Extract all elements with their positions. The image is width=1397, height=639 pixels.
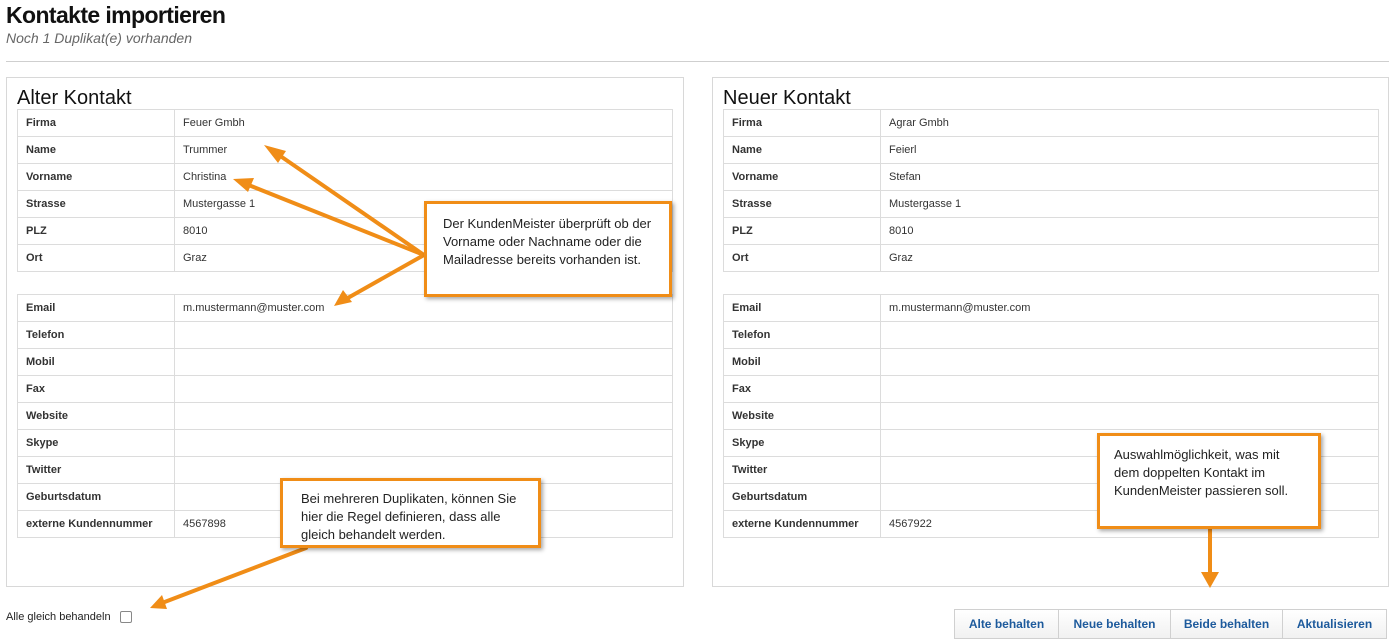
table-row	[724, 403, 1379, 430]
table-row	[18, 295, 673, 322]
page-subtitle: Noch 1 Duplikat(e) vorhanden	[6, 30, 192, 46]
callout-duplicate-check: Der KundenMeister überprüft ob der Vorname oder Nachname oder die Mailadresse bereits vorhanden ist.	[424, 201, 672, 297]
keep-new-button[interactable]: Neue behalten	[1058, 609, 1171, 639]
field-label: externe Kundennummer	[724, 511, 881, 538]
field-value: 8010	[175, 218, 673, 245]
new-contact-title: Neuer Kontakt	[723, 87, 851, 109]
table-row	[18, 137, 673, 164]
field-label: Twitter	[18, 457, 175, 484]
field-label: Skype	[724, 430, 881, 457]
field-label: Twitter	[724, 457, 881, 484]
field-label: Vorname	[18, 164, 175, 191]
field-value	[175, 403, 673, 430]
callout-actions: Auswahlmöglichkeit, was mit dem doppelten Kontakt im KundenMeister passieren soll.	[1097, 433, 1321, 529]
field-label: Firma	[18, 110, 175, 137]
all-same-option[interactable]	[6, 611, 132, 623]
field-label: Strasse	[18, 191, 175, 218]
table-row	[18, 322, 673, 349]
table-row	[724, 322, 1379, 349]
field-value: m.mustermann@muster.com	[881, 295, 1379, 322]
field-label: Telefon	[18, 322, 175, 349]
all-same-label: Alle gleich behandeln	[6, 611, 111, 623]
new-contact-address-table	[723, 109, 1379, 272]
table-row	[18, 376, 673, 403]
field-label: Vorname	[724, 164, 881, 191]
field-value: 4567922	[881, 511, 1379, 538]
field-value	[175, 430, 673, 457]
all-same-checkbox[interactable]	[120, 611, 132, 623]
table-row	[724, 137, 1379, 164]
table-row	[724, 218, 1379, 245]
field-value	[175, 376, 673, 403]
keep-both-button[interactable]: Beide behalten	[1170, 609, 1283, 639]
field-label: Email	[18, 295, 175, 322]
field-label: Mobil	[724, 349, 881, 376]
field-label: Website	[18, 403, 175, 430]
field-value	[175, 322, 673, 349]
field-label: externe Kundennummer	[18, 511, 175, 538]
field-value: Agrar Gmbh	[881, 110, 1379, 137]
table-row	[724, 164, 1379, 191]
table-row	[724, 110, 1379, 137]
field-value: 8010	[881, 218, 1379, 245]
field-value	[881, 376, 1379, 403]
table-row	[724, 376, 1379, 403]
callout-apply-all: Bei mehreren Duplikaten, können Sie hier die Regel definieren, dass alle gleich behandelt werden.	[280, 478, 541, 548]
table-row	[18, 110, 673, 137]
field-value: Mustergasse 1	[881, 191, 1379, 218]
page-title: Kontakte importieren	[6, 2, 226, 28]
table-row	[18, 403, 673, 430]
field-value	[175, 349, 673, 376]
field-label: Email	[724, 295, 881, 322]
field-label: Ort	[18, 245, 175, 272]
header-divider	[6, 61, 1389, 62]
arrowhead-checkbox	[150, 595, 167, 609]
table-row	[18, 349, 673, 376]
field-value: Graz	[175, 245, 673, 272]
field-value: Mustergasse 1	[175, 191, 673, 218]
keep-old-button[interactable]: Alte behalten	[954, 609, 1059, 639]
field-label: Ort	[724, 245, 881, 272]
field-value: Christina	[175, 164, 673, 191]
field-label: Strasse	[724, 191, 881, 218]
field-value: Trummer	[175, 137, 673, 164]
field-value: Feuer Gmbh	[175, 110, 673, 137]
table-row	[18, 430, 673, 457]
field-label: Geburtsdatum	[18, 484, 175, 511]
field-label: Geburtsdatum	[724, 484, 881, 511]
table-row	[724, 349, 1379, 376]
field-value: Feierl	[881, 137, 1379, 164]
table-row	[18, 164, 673, 191]
field-label: Telefon	[724, 322, 881, 349]
field-label: PLZ	[724, 218, 881, 245]
field-value	[881, 349, 1379, 376]
field-label: Firma	[724, 110, 881, 137]
action-button-group	[955, 609, 1387, 639]
field-label: Website	[724, 403, 881, 430]
table-row	[724, 191, 1379, 218]
field-value: Stefan	[881, 164, 1379, 191]
field-value: Graz	[881, 245, 1379, 272]
update-button[interactable]: Aktualisieren	[1282, 609, 1387, 639]
field-value	[881, 322, 1379, 349]
field-label: Skype	[18, 430, 175, 457]
table-row	[724, 245, 1379, 272]
field-value	[881, 403, 1379, 430]
field-label: Fax	[724, 376, 881, 403]
field-label: Name	[18, 137, 175, 164]
field-label: Name	[724, 137, 881, 164]
old-contact-title: Alter Kontakt	[17, 87, 132, 109]
field-value: 4567898	[175, 511, 673, 538]
field-label: PLZ	[18, 218, 175, 245]
table-row	[724, 295, 1379, 322]
field-label: Fax	[18, 376, 175, 403]
field-label: Mobil	[18, 349, 175, 376]
field-value: m.mustermann@muster.com	[175, 295, 673, 322]
